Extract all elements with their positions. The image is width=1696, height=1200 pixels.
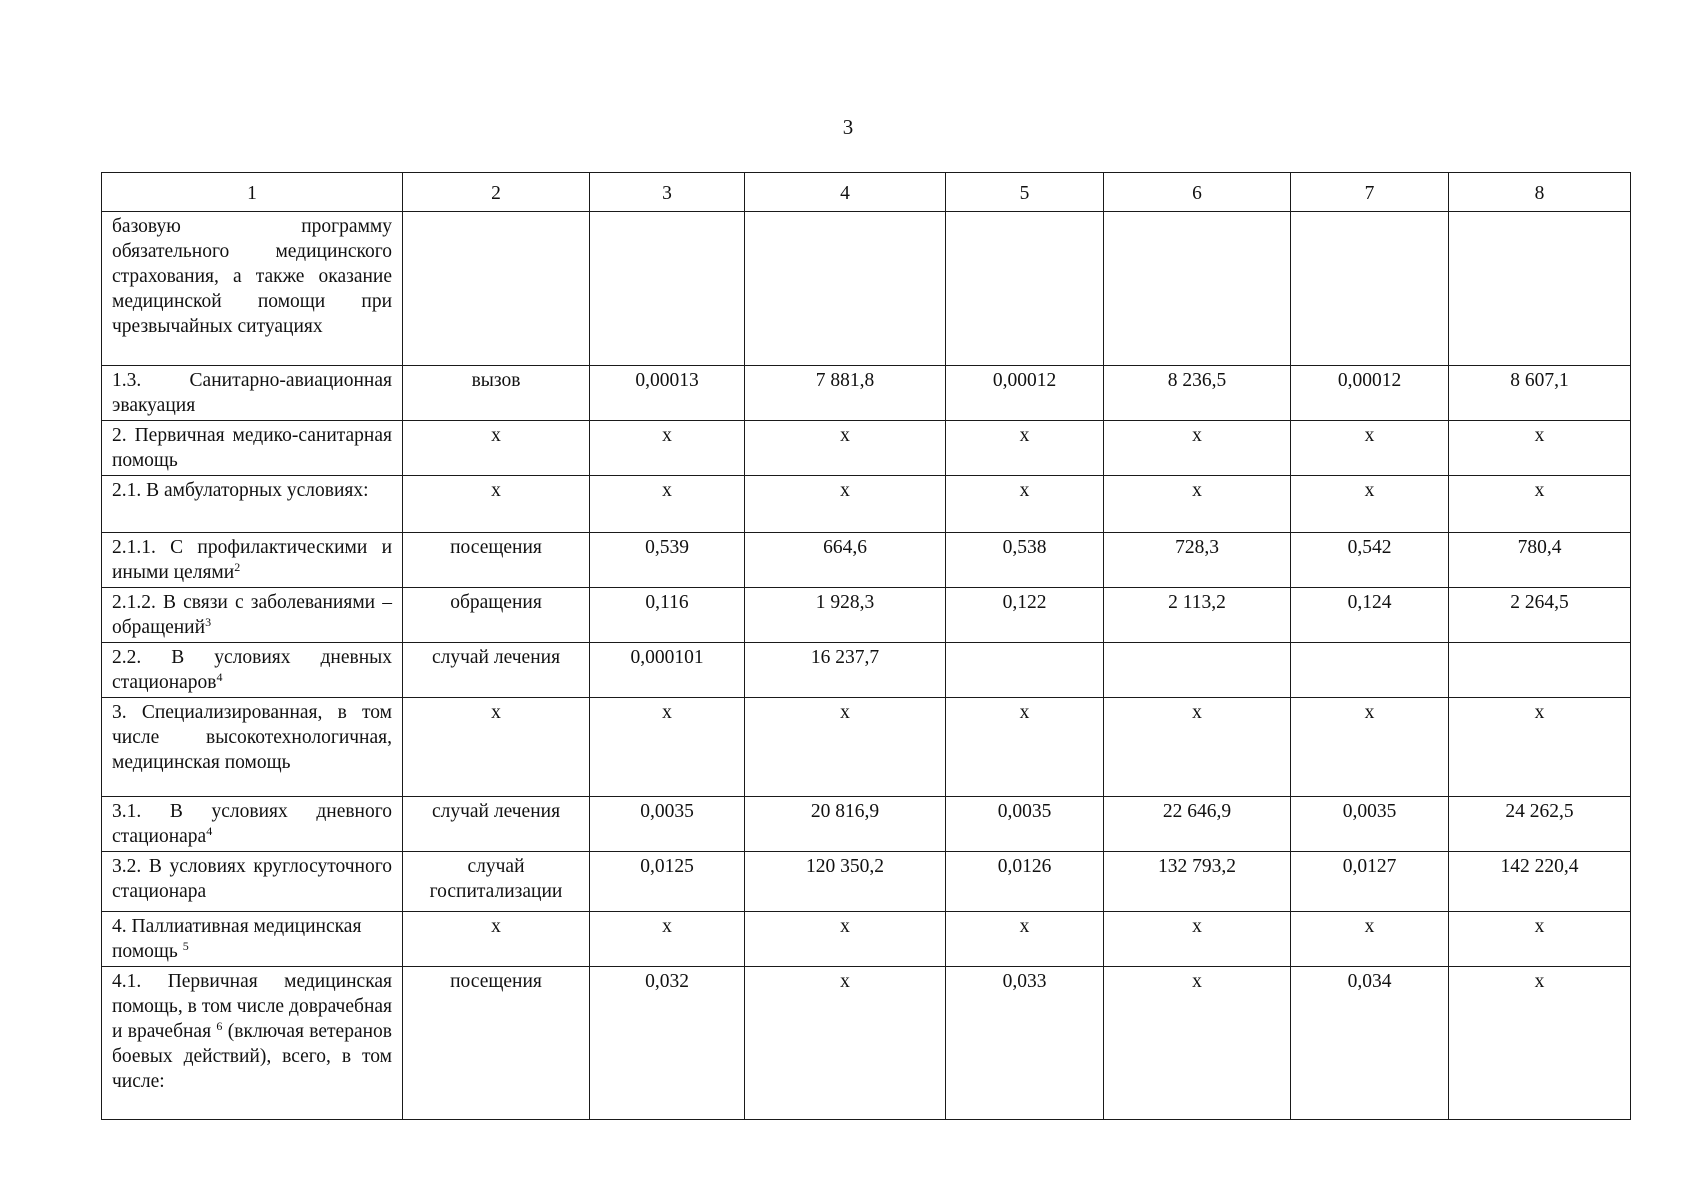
footnote-mark: 2 [234, 560, 241, 574]
row-label: 4.1. Первичная медицинская помощь, в том числе доврачебная и врачебная $^6$ (включая ветеранов боевых действий), всего, в том числе: [102, 967, 403, 1120]
value-cell: 0,538 [946, 533, 1104, 588]
unit-cell: х [403, 912, 590, 967]
value-cell: х [745, 476, 946, 533]
value-cell: х [946, 912, 1104, 967]
row-label: 3.1. В условиях дневного стационара$^4$ [102, 797, 403, 852]
value-cell: 728,3 [1104, 533, 1291, 588]
row-label: 3.2. В условиях круглосуточного стационара [102, 852, 403, 912]
value-cell: 0,000101 [590, 643, 745, 698]
unit-cell: вызов [403, 366, 590, 421]
value-cell: х [745, 421, 946, 476]
unit-cell: обращения [403, 588, 590, 643]
value-cell [1291, 212, 1449, 366]
value-cell [590, 212, 745, 366]
table-row [102, 852, 1631, 912]
value-cell: 22 646,9 [1104, 797, 1291, 852]
footnote-mark: 6 [216, 1019, 223, 1033]
table-row [102, 212, 1631, 366]
value-cell: 0,033 [946, 967, 1104, 1120]
value-cell: х [1449, 967, 1631, 1120]
value-cell [1291, 643, 1449, 698]
table-row [102, 421, 1631, 476]
value-cell: 8 607,1 [1449, 366, 1631, 421]
value-cell: х [1449, 698, 1631, 797]
value-cell [946, 643, 1104, 698]
value-cell: 0,032 [590, 967, 745, 1120]
table-row [102, 588, 1631, 643]
value-cell: 664,6 [745, 533, 946, 588]
value-cell: х [1104, 421, 1291, 476]
header-cell: 8 [1449, 173, 1631, 212]
value-cell: х [1449, 476, 1631, 533]
value-cell: х [1449, 912, 1631, 967]
data-table [101, 172, 1631, 1120]
value-cell: 0,542 [1291, 533, 1449, 588]
row-label: 1.3. Санитарно-авиационная эвакуация [102, 366, 403, 421]
table-row [102, 698, 1631, 797]
page-number: 3 [842, 115, 854, 139]
value-cell: 7 881,8 [745, 366, 946, 421]
value-cell [1449, 643, 1631, 698]
value-cell: 780,4 [1449, 533, 1631, 588]
table-row [102, 967, 1631, 1120]
table-row [102, 643, 1631, 698]
value-cell: 0,539 [590, 533, 745, 588]
header-cell: 2 [403, 173, 590, 212]
value-cell: 2 113,2 [1104, 588, 1291, 643]
unit-cell: случай госпитализации [403, 852, 590, 912]
header-cell: 7 [1291, 173, 1449, 212]
value-cell [1104, 212, 1291, 366]
unit-cell: х [403, 421, 590, 476]
value-cell: х [1104, 912, 1291, 967]
row-label: 2.1.1. С профилактическими и иными целями$^2$ [102, 533, 403, 588]
value-cell: х [1291, 698, 1449, 797]
table-row [102, 366, 1631, 421]
value-cell: 132 793,2 [1104, 852, 1291, 912]
value-cell: х [1291, 912, 1449, 967]
value-cell: 0,00012 [946, 366, 1104, 421]
footnote-mark: 5 [182, 939, 189, 953]
row-label: 2.1. В амбулаторных условиях: [102, 476, 403, 533]
value-cell: 120 350,2 [745, 852, 946, 912]
value-cell: 1 928,3 [745, 588, 946, 643]
value-cell: х [745, 912, 946, 967]
value-cell: 142 220,4 [1449, 852, 1631, 912]
value-cell: х [946, 421, 1104, 476]
value-cell: х [590, 476, 745, 533]
value-cell: 0,0035 [1291, 797, 1449, 852]
row-label-tail: (включая ветеранов боевых действий), всего, в том числе: [112, 1021, 393, 1092]
value-cell: 0,00012 [1291, 366, 1449, 421]
value-cell: х [745, 698, 946, 797]
header-cell: 6 [1104, 173, 1291, 212]
value-cell: х [1449, 421, 1631, 476]
value-cell: 0,124 [1291, 588, 1449, 643]
unit-cell: х [403, 476, 590, 533]
unit-cell: х [403, 698, 590, 797]
value-cell: 24 262,5 [1449, 797, 1631, 852]
value-cell: 16 237,7 [745, 643, 946, 698]
value-cell [946, 212, 1104, 366]
value-cell: 0,0127 [1291, 852, 1449, 912]
value-cell: х [1104, 698, 1291, 797]
unit-cell [403, 212, 590, 366]
value-cell: х [1104, 476, 1291, 533]
table-row [102, 912, 1631, 967]
value-cell: 0,034 [1291, 967, 1449, 1120]
footnote-mark: 3 [205, 615, 212, 629]
value-cell: 20 816,9 [745, 797, 946, 852]
unit-cell: случай лечения [403, 797, 590, 852]
value-cell: х [946, 698, 1104, 797]
value-cell: 0,116 [590, 588, 745, 643]
table-row [102, 797, 1631, 852]
row-label: 3. Специализированная, в том числе высокотехнологичная, медицинская помощь [102, 698, 403, 797]
value-cell: х [946, 476, 1104, 533]
value-cell: 0,00013 [590, 366, 745, 421]
value-cell: х [1291, 421, 1449, 476]
value-cell: 0,0035 [590, 797, 745, 852]
row-label: 4. Паллиативная медицинская помощь $^5$ [102, 912, 403, 967]
row-label: 2. Первичная медико-санитарная помощь [102, 421, 403, 476]
row-label: 2.1.2. В связи с заболеваниями – обращений$^3$ [102, 588, 403, 643]
table-row [102, 476, 1631, 533]
value-cell: х [1104, 967, 1291, 1120]
unit-cell: случай лечения [403, 643, 590, 698]
header-cell: 5 [946, 173, 1104, 212]
footnote-mark: 4 [216, 670, 223, 684]
value-cell [745, 212, 946, 366]
header-cell: 3 [590, 173, 745, 212]
value-cell: 0,0125 [590, 852, 745, 912]
footnote-mark: 4 [206, 824, 213, 838]
value-cell: 0,122 [946, 588, 1104, 643]
value-cell: 0,0126 [946, 852, 1104, 912]
unit-cell: посещения [403, 967, 590, 1120]
row-label: 2.2. В условиях дневных стационаров$^4$ [102, 643, 403, 698]
header-cell: 1 [102, 173, 403, 212]
unit-cell: посещения [403, 533, 590, 588]
header-row [102, 173, 1631, 212]
value-cell: х [590, 421, 745, 476]
value-cell: 2 264,5 [1449, 588, 1631, 643]
header-cell: 4 [745, 173, 946, 212]
value-cell [1104, 643, 1291, 698]
value-cell [1449, 212, 1631, 366]
table-row [102, 533, 1631, 588]
row-label: базовую программу обязательного медицинского страхования, а также оказание медицинской помощи при чрезвычайных ситуациях [102, 212, 403, 366]
value-cell: х [590, 912, 745, 967]
value-cell: х [745, 967, 946, 1120]
value-cell: 0,0035 [946, 797, 1104, 852]
value-cell: х [590, 698, 745, 797]
value-cell: 8 236,5 [1104, 366, 1291, 421]
value-cell: х [1291, 476, 1449, 533]
